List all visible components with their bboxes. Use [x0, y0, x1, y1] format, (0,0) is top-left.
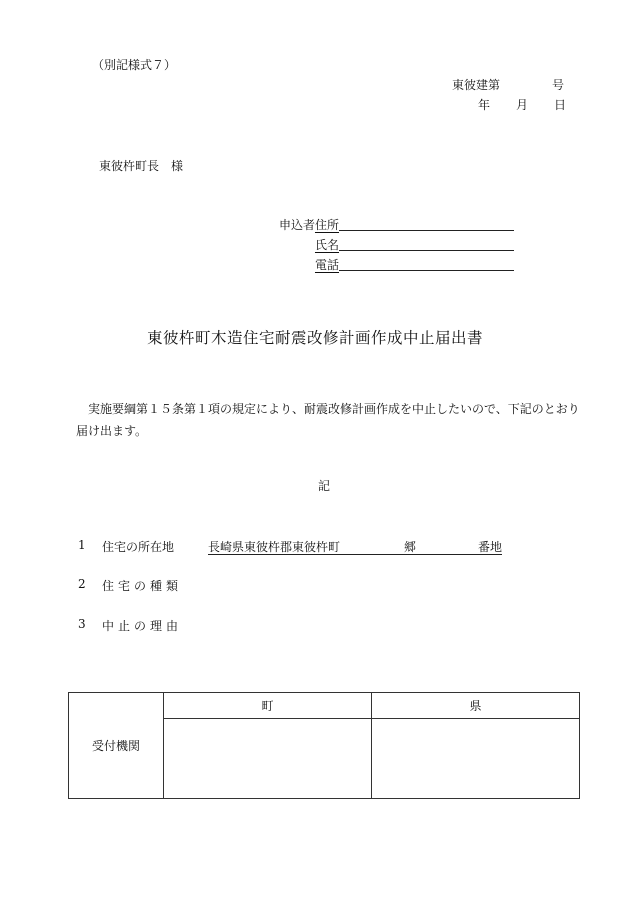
- item-number: 3: [78, 617, 86, 631]
- applicant-name-row: [0, 236, 630, 252]
- reception-town-header: 町: [164, 693, 372, 719]
- applicant-address-field[interactable]: [339, 230, 514, 231]
- reception-prefecture-cell[interactable]: [372, 719, 580, 799]
- reception-label: 受付機関: [69, 693, 164, 799]
- document-number-suffix: 号: [552, 78, 565, 92]
- item-number: 1: [78, 538, 86, 552]
- reception-town-cell[interactable]: [164, 719, 372, 799]
- document-title: 東彼杵町木造住宅耐震改修計画作成中止届出書: [146, 329, 483, 347]
- date-month: 月: [516, 98, 529, 112]
- applicant-phone-label: 電話: [314, 258, 339, 272]
- applicant-name-field[interactable]: [339, 250, 514, 251]
- addressee-name: 東彼杵町長: [99, 159, 160, 173]
- applicant-address-label: 住所: [314, 218, 339, 232]
- item-number: 2: [78, 577, 86, 591]
- applicant-name-label: 氏名: [314, 238, 339, 252]
- ki-heading: 記: [317, 479, 330, 493]
- addressee: [99, 157, 183, 174]
- date-day: 日: [554, 98, 567, 112]
- item-label: 住宅の所在地: [102, 540, 175, 554]
- document-number-prefix: 東彼建第: [452, 78, 501, 92]
- addressee-honorific: 様: [171, 159, 184, 173]
- location-value: [208, 538, 502, 555]
- location-go: 郷: [404, 540, 417, 554]
- applicant-prefix: 申込者: [278, 218, 315, 232]
- body-paragraph: 実施要綱第１５条第１項の規定により、耐震改修計画作成を中止したいので、下記のとおり届け出ます。: [76, 402, 580, 438]
- reception-prefecture-header: 県: [372, 693, 580, 719]
- location-banchi: 番地: [478, 540, 503, 554]
- form-number: （別記様式７）: [92, 58, 177, 72]
- applicant-phone-field[interactable]: [339, 270, 514, 271]
- applicant-address-row: [0, 216, 630, 232]
- location-prefecture: 長崎県東彼杵郡東彼杵町: [208, 540, 341, 554]
- item-label: 中止の理由: [102, 619, 183, 633]
- applicant-phone-row: [0, 256, 630, 272]
- item-label: 住宅の種類: [102, 579, 183, 593]
- date-year: 年: [478, 98, 491, 112]
- reception-table: [68, 692, 580, 799]
